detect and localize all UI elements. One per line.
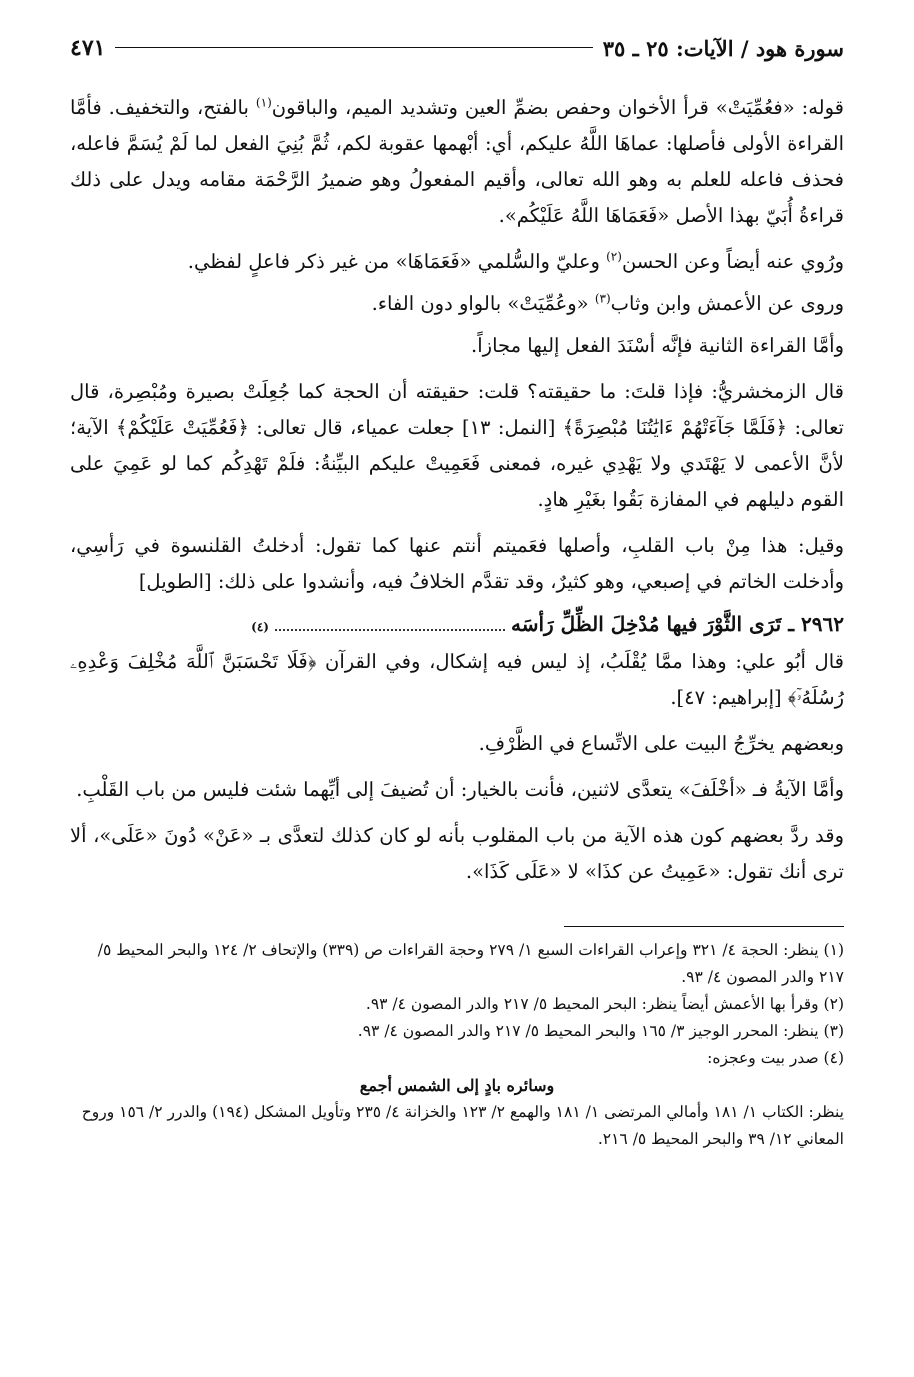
paragraph-2-text-b: وعليّ والسُّلمي «فَعَمَاهَا» من غير ذكر فاعلٍ لفظي. (187, 250, 600, 273)
paragraph-8: وبعضهم يخرِّجُ البيت على الاتِّساع في الظَّرْفِ. (478, 732, 844, 755)
footnote-2: (٢) وقرأ بها الأعمش أيضاً ينظر: البحر المحيط ٥/ ٢١٧ والدر المصون ٤/ ٩٣. (365, 995, 844, 1013)
paragraph-1-text: قوله: «فعُمِّيَتْ» قرأ الأخوان وحفص بضمِّ العين وتشديد الميم، والباقون (271, 96, 844, 119)
footnotes (70, 937, 844, 1153)
poetry-verse: ٢٩٦٢ ـ تَرَى الثَّوْرَ فيها مُدْخِلَ الظِّلِّ رَأسَه (٤) (70, 606, 844, 642)
footnote-3: (٣) ينظر: المحرر الوجيز ٣/ ١٦٥ والبحر المحيط ٥/ ٢١٧ والدر المصون ٤/ ٩٣. (357, 1022, 844, 1040)
paragraph-7: قال أبُو علي: وهذا ممَّا يُقْلَبُ، إذ ليس فيه إشكال، وفي القرآن ﴿فَلَا تَحْسَبَنَّ ٱللَّهَ مُخْلِفَ وَعْدِهِۦ رُسُلَهُۥٓ﴾ [إبراهيم: ٤٧]. (70, 650, 844, 709)
header-rule (115, 47, 592, 48)
verse-text: ٢٩٦٢ ـ تَرَى الثَّوْرَ فيها مُدْخِلَ الظِّلِّ رَأسَه (510, 612, 844, 636)
paragraph-1-continued: بالفتح، والتخفيف. فأمَّا القراءة الأولى فأصلها: عماهَا اللَّهُ عليكم، أي: أبْهمها عقوبة لكم، ثُمَّ بُنِيَ الفعل لما لَمْ يُسَمَّ فاعله، فحذف فاعله للعلم به وهو الله تعالى، وأقيم المفعولُ وهو ضميرُ الرَّحْمَة مقامه ويدل على ذلك قراءةُ أُبَيّ بهذا الأصل «فَعَمَاهَا اللَّهُ عَلَيْكُم». (70, 96, 844, 227)
paragraph-6: وقيل: هذا مِنْ باب القلبِ، وأصلها فعَميتم أنتم عنها كما تقول: أدخلتُ القلنسوة في رَأسِي، وأدخلت الخاتم في إصبعي، وهو كثيرٌ، وقد تقدَّم الخلافُ فيه، وأنشدوا على ذلك: [الطويل] (70, 534, 844, 593)
paragraph-3-text-b: «وعُمِّيَتْ» بالواو دون الفاء. (371, 292, 589, 315)
running-header (70, 28, 844, 68)
paragraph-10: وقد ردَّ بعضهم كون هذه الآية من باب المقلوب بأنه لو كان كذلك لتعدَّى بـ «عَنْ» دُونَ «عَلَى»، ألا ترى أنك تقول: «عَمِيتُ عن كذَا» لا «عَلَى كَذَا». (70, 824, 844, 883)
paragraph-9: وأمَّا الآيةُ فـ «أخْلَفَ» يتعدَّى لاثنين، فأنت بالخيار: أن تُضيفَ إلى أيِّهما شئت فليس من باب القَلْبِ. (76, 778, 844, 801)
footnote-ref-1: (١) (255, 95, 272, 110)
footnote-4-verse: وسائره بادٍ إلى الشمس أجمع (359, 1076, 555, 1095)
book-page (70, 28, 844, 1153)
page-number: ٤٧١ (70, 35, 106, 61)
footnote-4-references: ينظر: الكتاب ١/ ١٨١ وأمالي المرتضى ١/ ١٨١ والهمع ٢/ ١٢٣ والخزانة ٤/ ٢٣٥ وتأويل المشكل (١٩٤) والدرر ٢/ ١٥٦ وروح المعاني ١٢/ ٣٩ والبحر المحيط ٥/ ٢١٦. (81, 1103, 844, 1148)
verse-dotted-line (275, 629, 505, 631)
footnote-ref-3: (٣) (594, 291, 611, 306)
footnote-ref-2: (٢) (606, 249, 622, 264)
main-text (70, 90, 844, 890)
paragraph-1 (70, 90, 844, 234)
footnote-4: (٤) صدر بيت وعجزه: (707, 1049, 844, 1067)
paragraph-3 (70, 286, 844, 322)
footnote-1: (١) ينظر: الحجة ٤/ ٣٢١ وإعراب القراءات السبع ١/ ٢٧٩ وحجة القراءات ص (٣٣٩) والإتحاف ٢/ ١٢٤ والبحر المحيط ٥/ ٢١٧ والدر المصون ٤/ ٩٣. (97, 941, 844, 986)
footnote-separator (564, 926, 844, 927)
paragraph-4: وأمَّا القراءة الثانية فإنَّه أسْنَدَ الفعل إليها مجازاً. (471, 334, 844, 357)
paragraph-2-text-a: ورُوي عنه أيضاً وعن الحسن (621, 250, 844, 273)
paragraph-3-text-a: وروى عن الأعمش وابن وثاب (610, 292, 844, 315)
surah-title: سورة هود / الآيات: ٢٥ ـ ٣٥ (602, 35, 844, 61)
paragraph-2 (70, 244, 844, 280)
paragraph-5: قال الزمخشريُّ: فإذا قلتَ: ما حقيقته؟ قلت: حقيقته أن الحجة كما جُعِلَتْ بصيرة ومُبْصِرة، قال تعالى: ﴿فَلَمَّا جَآءَتْهُمْ ءَايَٰتُنَا مُبْصِرَةً﴾ [النمل: ١٣] جعلت عمياء، قال تعالى: ﴿فَعُمِّيَتْ عَلَيْكُمْ﴾ الآية؛ لأنَّ الأعمى لا يَهْتَدي ولا يَهْدِي غيره، فمعنى فَعَمِيتْ عليكم البيِّنةُ: فلَمْ تَهْدِكُم كما لو عَمِيَ على القوم دليلهم في المفازة بَقُوا بغَيْرِ هادٍ. (70, 380, 844, 511)
